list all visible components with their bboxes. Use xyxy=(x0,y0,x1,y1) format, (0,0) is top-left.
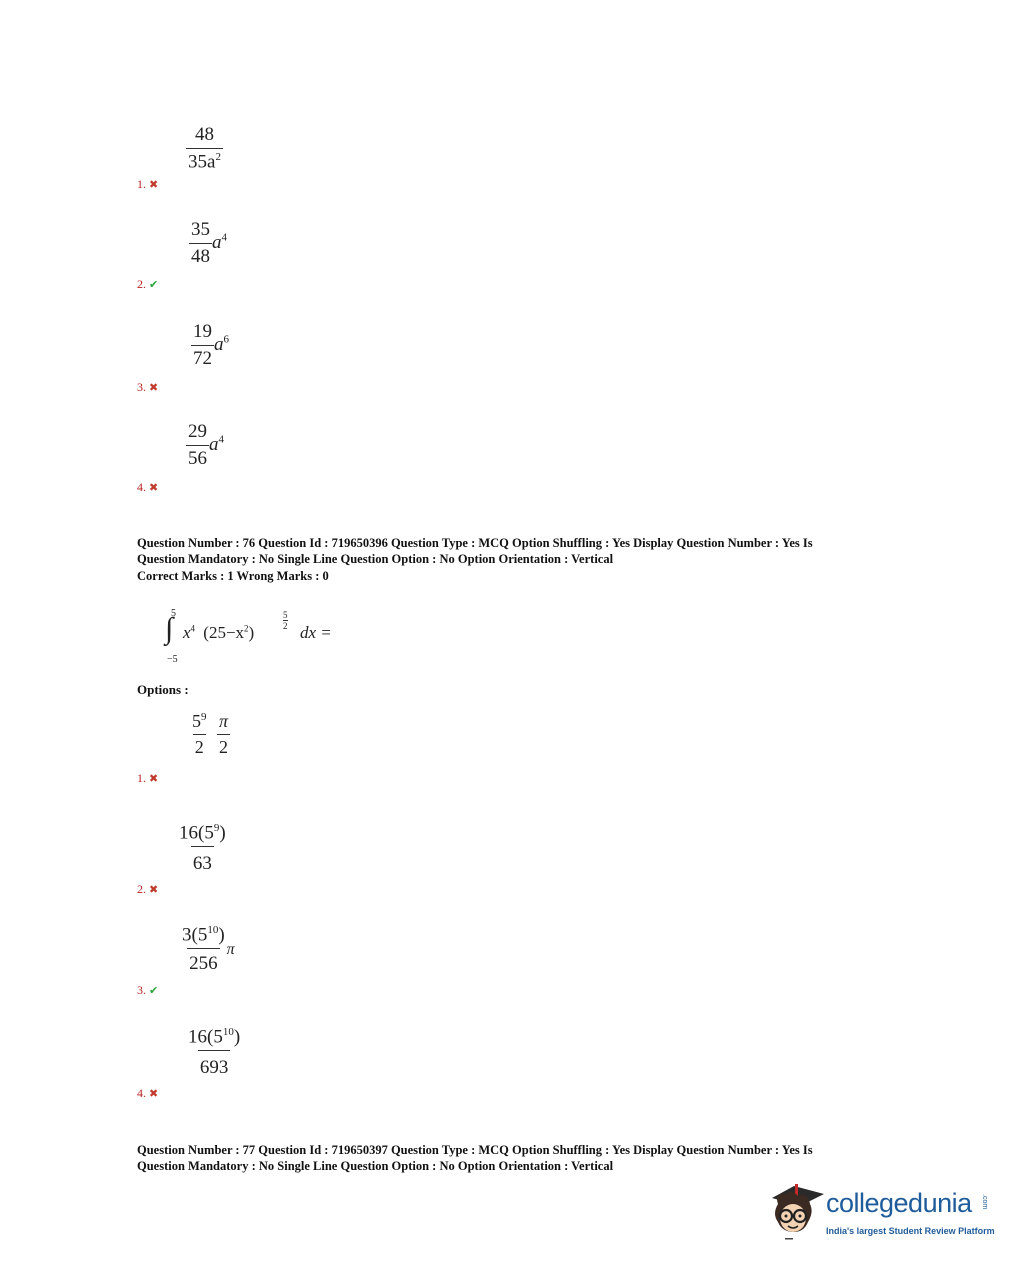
q75-option-3-formula: $\frac{19}{72}$ $a^6$ xyxy=(193,321,229,369)
check-icon: ✔ xyxy=(149,279,159,291)
cross-icon: ✖ xyxy=(149,773,159,785)
cross-icon: ✖ xyxy=(149,382,159,394)
q76-option-2-number: 2. ✖ xyxy=(137,882,159,896)
logo-tagline: India's largest Student Review Platform xyxy=(826,1226,995,1236)
q75-option-1-number: 1. ✖ xyxy=(137,177,159,191)
integral-upper-limit: 5 xyxy=(171,608,176,619)
q76-option-3-formula: $\frac{3(5^{10})}{256}$ π xyxy=(182,924,235,975)
q75-option-4-number: 4. ✖ xyxy=(137,480,159,494)
q76-option-3-number: 3. ✔ xyxy=(137,983,159,997)
q76-integral: 5 ∫ −5 $x^4$ $(25-x^2)$ 5 2 dx = xyxy=(165,608,332,665)
logo-domain: .com xyxy=(981,1194,988,1210)
cross-icon: ✖ xyxy=(149,1088,159,1100)
q76-option-4-formula: $\frac{16(5^{10})}{693}$ xyxy=(188,1026,241,1079)
q76-option-1-number: 1. ✖ xyxy=(137,771,159,785)
cross-icon: ✖ xyxy=(149,179,159,191)
q75-option-2-number: 2. ✔ xyxy=(137,277,159,291)
check-icon: ✔ xyxy=(149,985,159,997)
q76-option-4-number: 4. ✖ xyxy=(137,1086,159,1100)
q76-option-1-formula: $\frac{5^9}{2}$ $\frac{\pi}{2}$ xyxy=(192,711,229,757)
q75-option-2-formula: $\frac{35}{48}$ $a^4$ xyxy=(191,219,227,267)
integral-sign: ∫ xyxy=(165,612,174,645)
mascot-icon xyxy=(768,1178,826,1246)
q75-option-4-formula: $\frac{29}{56}$ $a^4$ xyxy=(188,421,224,469)
q77-metadata: Question Number : 77 Question Id : 719650397 Question Type : MCQ Option Shuffling : Yes Display Question Number : Yes Is Question Mandatory : No Single Line Question Option : No Option Orientation : Vertical xyxy=(137,1143,813,1173)
options-label: Options : xyxy=(137,682,189,697)
q76-option-2-formula: $\frac{16(5^9)}{63}$ xyxy=(179,822,226,875)
cross-icon: ✖ xyxy=(149,884,159,896)
integral-lower-limit: −5 xyxy=(167,654,178,665)
q75-option-3-number: 3. ✖ xyxy=(137,380,159,394)
q76-metadata: Question Number : 76 Question Id : 719650396 Question Type : MCQ Option Shuffling : Yes Display Question Number : Yes Is Question Mandatory : No Single Line Question Option : No Option Orientation : Vertical Correct Marks : 1 Wrong Marks : 0 xyxy=(137,536,813,583)
q75-option-1-formula: $\frac{48}{35a^2}$ xyxy=(188,124,221,173)
cross-icon: ✖ xyxy=(149,482,159,494)
logo-wordmark: collegedunia xyxy=(826,1188,972,1218)
collegedunia-logo xyxy=(768,1178,998,1248)
